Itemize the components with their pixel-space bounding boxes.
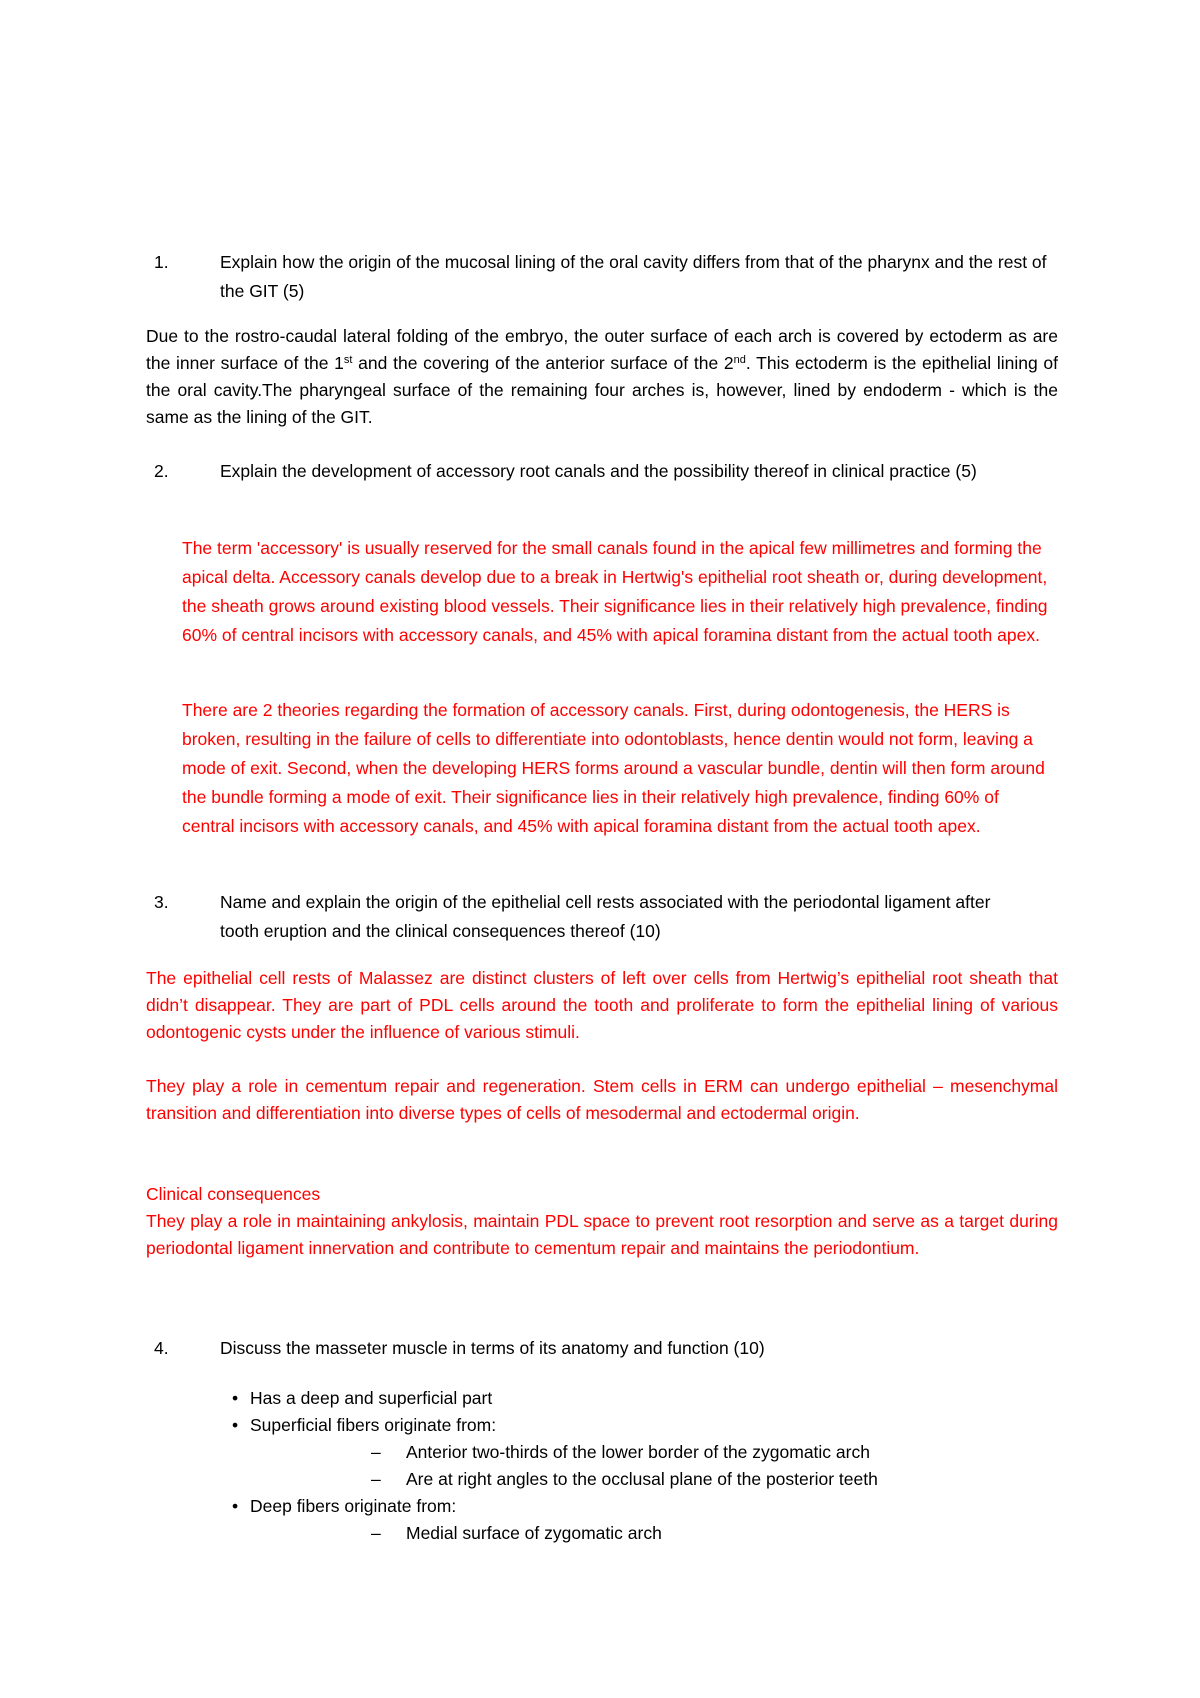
question-text: Explain how the origin of the mucosal lining of the oral cavity differs from that of the pharynx and the rest of the GIT (5) xyxy=(220,252,1047,301)
bullet-text: Deep fibers originate from: xyxy=(250,1496,457,1516)
answer-1-text-c: . This ectoderm is the epithelial lining of the oral cavity.The pharyngeal surface of the remaining four arches is, however, lined by endoderm - which is the same as the lining of the GIT. xyxy=(146,353,1058,427)
answer-1-text-b: and the covering of the anterior surface of the 2 xyxy=(352,353,734,373)
question-number: 2. xyxy=(154,461,169,481)
superscript-nd: nd xyxy=(733,354,746,366)
superscript-st: st xyxy=(343,354,353,366)
sub-list-text: Are at right angles to the occlusal plane of the posterior teeth xyxy=(406,1469,878,1489)
answer-2-paragraph-1: The term 'accessory' is usually reserved for the small canals found in the apical few millimetres and forming the apical delta. Accessory canals develop due to a break in Hertwig's epithelial root sheath or, during development, the sheath grows around existing blood vessels. Their significance lies in their relatively high prevalence, finding 60% of central incisors with accessory canals, and 45% with apical foramina distant from the actual tooth apex. xyxy=(182,538,1048,645)
answer-3-paragraph-1: The epithelial cell rests of Malassez are distinct clusters of left over cells from Hertwig’s epithelial root sheath that didn’t disappear. They are part of PDL cells around the tooth and proliferate to form the epithelial lining of various odontogenic cysts under the influence of various stimuli. xyxy=(146,968,1058,1042)
dash-icon: – xyxy=(371,1469,381,1489)
question-1 xyxy=(154,248,1066,306)
dash-icon: – xyxy=(371,1442,381,1462)
sub-list-text: Anterior two-thirds of the lower border of the zygomatic arch xyxy=(406,1442,870,1462)
bullet-icon: • xyxy=(232,1415,239,1435)
answer-1-text-a: Due to the rostro-caudal lateral folding of the embryo, the outer surface of each arch is covered by ectoderm as are the inner surface of the 1 xyxy=(146,326,1058,373)
question-number: 1. xyxy=(154,252,169,272)
bullet-text: Has a deep and superficial part xyxy=(250,1388,493,1408)
question-number: 4. xyxy=(154,1338,169,1358)
answer-1 xyxy=(146,323,1058,431)
question-text: Discuss the masseter muscle in terms of its anatomy and function (10) xyxy=(220,1338,765,1358)
bullet-icon: • xyxy=(232,1496,239,1516)
sub-list-text: Medial surface of zygomatic arch xyxy=(406,1523,662,1543)
sub-list-item xyxy=(371,1466,878,1493)
bullet-item xyxy=(232,1385,493,1412)
clinical-consequences-heading: Clinical consequences xyxy=(146,1184,321,1204)
bullet-text: Superficial fibers originate from: xyxy=(250,1415,497,1435)
question-number: 3. xyxy=(154,892,169,912)
question-3 xyxy=(154,888,1066,946)
sub-list-item xyxy=(371,1439,870,1466)
answer-2-paragraph-2: There are 2 theories regarding the formation of accessory canals. First, during odontogenesis, the HERS is broken, resulting in the failure of cells to differentiate into odontoblasts, hence dentin would not form, leaving a mode of exit. Second, when the developing HERS forms around a vascular bundle, dentin will then form around the bundle forming a mode of exit. Their significance lies in their relatively high prevalence, finding 60% of central incisors with accessory canals, and 45% with apical foramina distant from the actual tooth apex. xyxy=(182,700,1045,836)
answer-3-paragraph-3: They play a role in maintaining ankylosis, maintain PDL space to prevent root resorption and serve as a target during periodontal ligament innervation and contribute to cementum repair and maintains the periodontium. xyxy=(146,1211,1058,1258)
sub-list-item xyxy=(371,1520,662,1547)
bullet-item xyxy=(232,1493,457,1520)
dash-icon: – xyxy=(371,1523,381,1543)
question-2 xyxy=(154,457,1066,486)
question-4 xyxy=(154,1334,1066,1363)
question-text: Explain the development of accessory root canals and the possibility thereof in clinical practice (5) xyxy=(220,461,977,481)
bullet-icon: • xyxy=(232,1388,239,1408)
answer-3-paragraph-2: They play a role in cementum repair and regeneration. Stem cells in ERM can undergo epithelial – mesenchymal transition and differentiation into diverse types of cells of mesodermal and ectodermal origin. xyxy=(146,1076,1058,1123)
bullet-item xyxy=(232,1412,497,1439)
question-text: Name and explain the origin of the epithelial cell rests associated with the periodontal ligament after tooth eruption and the clinical consequences thereof (10) xyxy=(220,892,991,941)
